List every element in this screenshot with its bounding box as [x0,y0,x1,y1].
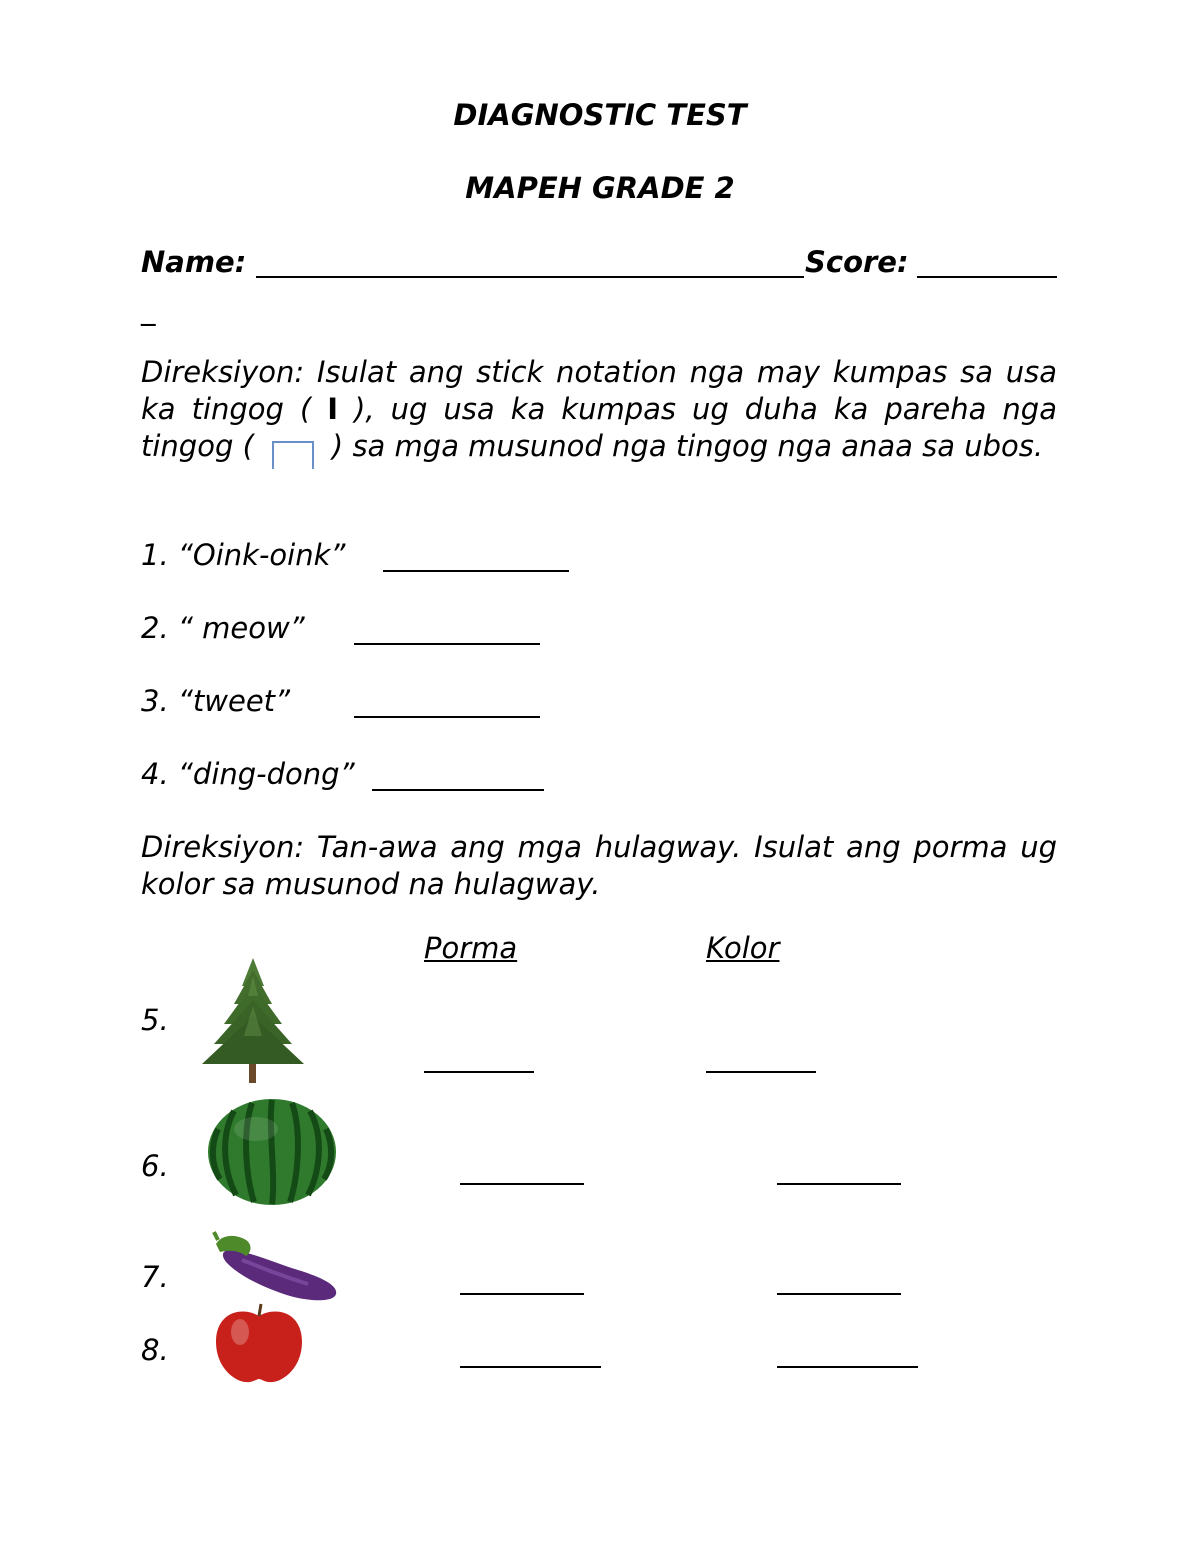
item-7-porma-answer[interactable] [460,1293,584,1295]
page-title: DIAGNOSTIC TEST [453,98,747,132]
item-7-number: 7. [141,1260,169,1294]
item-8-kolor-answer[interactable] [777,1366,918,1368]
eggplant-icon [212,1230,340,1302]
item-2-answer[interactable] [354,643,540,645]
item-5-kolor-answer[interactable] [706,1071,816,1073]
item-1-label: 1. “Oink-oink” [141,538,346,572]
item-4-answer[interactable] [372,789,544,791]
item-5-porma-answer[interactable] [424,1071,534,1073]
item-6-porma-answer[interactable] [460,1183,584,1185]
stick-notation-symbol: I [327,392,339,426]
watermelon-icon [206,1097,338,1207]
page-subtitle: MAPEH GRADE 2 [465,171,735,205]
direction-1-suffix: ) sa mga musunod nga tingog nga anaa sa ubos. [331,429,1044,463]
score-label: Score: [805,245,909,279]
item-8-porma-answer[interactable] [460,1366,601,1368]
name-field[interactable] [256,276,804,278]
score-field[interactable] [917,276,1057,278]
item-5-number: 5. [141,1003,169,1037]
apple-icon [212,1302,306,1386]
name-label: Name: [141,245,247,279]
item-3-answer[interactable] [354,716,540,718]
item-2-label: 2. “ meow” [141,611,305,645]
pine-tree-icon [198,956,308,1084]
score-overflow: _ [141,292,156,326]
direction-1-prefix: Direksiyon: Isulat ang stick notation nga may kumpas sa usa ka tingog ( [141,355,1057,426]
item-1-answer[interactable] [383,570,569,572]
column-kolor: Kolor [706,931,780,965]
column-porma: Porma [424,931,518,965]
direction-2: Direksiyon: Tan-awa ang mga hulagway. Isulat ang porma ug kolor sa musunod na hulagway. [141,830,1057,901]
item-3-label: 3. “tweet” [141,684,291,718]
item-4-label: 4. “ding-dong” [141,757,355,791]
direction-1-middle: ), ug usa ka kumpas ug duha ka pareha nga tingog ( [141,392,1057,463]
item-7-kolor-answer[interactable] [777,1293,901,1295]
item-6-kolor-answer[interactable] [777,1183,901,1185]
item-6-number: 6. [141,1149,169,1183]
bracket-mark [272,441,314,469]
item-8-number: 8. [141,1333,169,1367]
